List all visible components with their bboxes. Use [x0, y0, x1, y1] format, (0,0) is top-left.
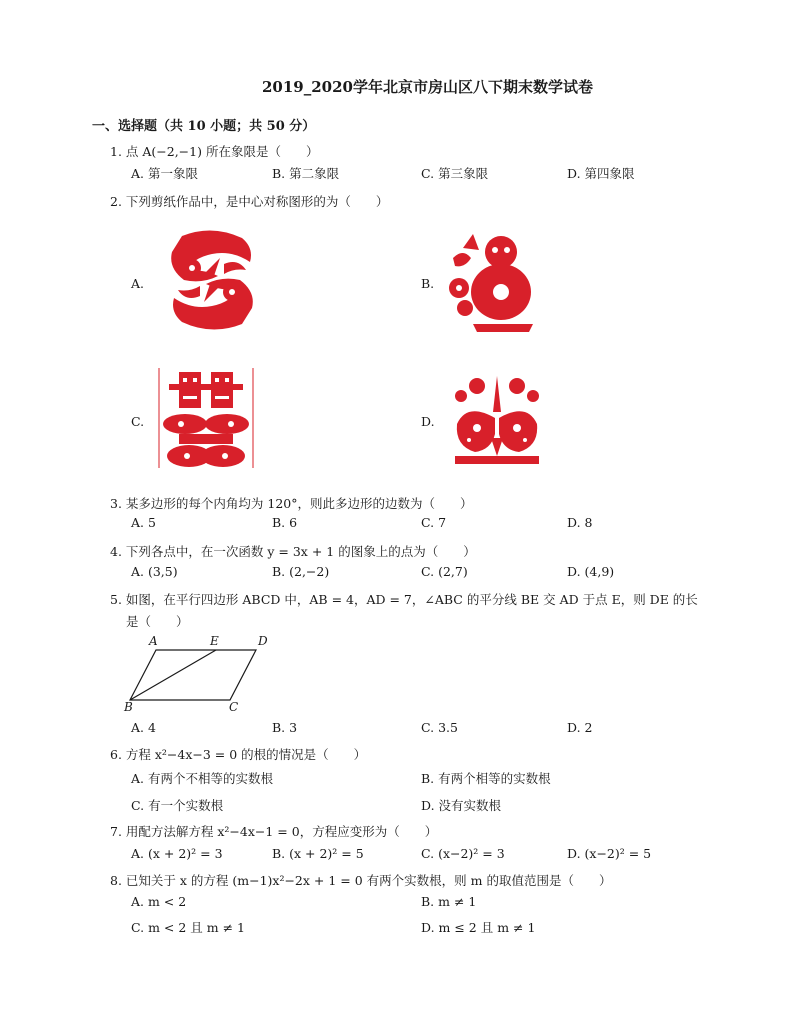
q5-option-d[interactable]: D. 2	[567, 720, 593, 735]
section-heading: 一、选择题（共 10 小题；共 50 分）	[92, 119, 316, 134]
q7-option-c[interactable]: C. (x−2)² = 3	[421, 846, 505, 861]
q1-option-b[interactable]: B. 第二象限	[272, 166, 340, 181]
q5-option-c[interactable]: C. 3.5	[421, 720, 458, 735]
q2-option-c-label[interactable]: C.	[131, 414, 145, 429]
q6-option-c[interactable]: C. 有一个实数根	[131, 798, 224, 813]
q2-option-b-label[interactable]: B.	[421, 276, 435, 291]
figure-label-c: C	[229, 700, 239, 714]
question-3: 3. 某多边形的每个内角均为 120°，则此多边形的边数为（ ）	[110, 496, 473, 511]
q3-option-b[interactable]: B. 6	[272, 515, 298, 530]
q2-option-d-label[interactable]: D.	[421, 414, 435, 429]
question-4: 4. 下列各点中，在一次函数 y = 3x + 1 的图象上的点为（ ）	[110, 544, 476, 559]
figure-label-d: D	[258, 634, 268, 648]
q8-option-b[interactable]: B. m ≠ 1	[421, 894, 477, 909]
question-5: 5. 如图，在平行四边形 ABCD 中，AB = 4，AD = 7，∠ABC 的平分线 BE 交 AD 于点 E，则 DE 的长	[110, 592, 698, 607]
q4-option-b[interactable]: B. (2,−2)	[272, 564, 330, 579]
question-6: 6. 方程 x²−4x−3 = 0 的根的情况是（ ）	[110, 747, 367, 762]
paper-cut-monkey-image	[443, 228, 543, 332]
question-1: 1. 点 A(−2,−1) 所在象限是（ ）	[110, 144, 319, 159]
figure-label-a: A	[149, 634, 158, 648]
question-8: 8. 已知关于 x 的方程 (m−1)x²−2x + 1 = 0 有两个实数根，则 m 的取值范围是（ ）	[110, 873, 612, 888]
q8-option-d[interactable]: D. m ≤ 2 且 m ≠ 1	[421, 920, 536, 935]
paper-cut-squirrels-image	[447, 372, 547, 468]
q2-option-a-label[interactable]: A.	[131, 276, 145, 291]
q6-option-a[interactable]: A. 有两个不相等的实数根	[131, 771, 273, 786]
q8-option-a[interactable]: A. m < 2	[131, 894, 187, 909]
q7-option-a[interactable]: A. (x + 2)² = 3	[131, 846, 223, 861]
q3-option-a[interactable]: A. 5	[131, 515, 156, 530]
q5-option-b[interactable]: B. 3	[272, 720, 298, 735]
parallelogram-figure	[120, 634, 280, 716]
q1-option-c[interactable]: C. 第三象限	[421, 166, 489, 181]
question-5-continued: 是（ ）	[126, 614, 189, 629]
q8-option-c[interactable]: C. m < 2 且 m ≠ 1	[131, 920, 245, 935]
q5-option-a[interactable]: A. 4	[131, 720, 156, 735]
q6-option-b[interactable]: B. 有两个相等的实数根	[421, 771, 551, 786]
question-7: 7. 用配方法解方程 x²−4x−1 = 0，方程应变形为（ ）	[110, 824, 438, 839]
q3-option-c[interactable]: C. 7	[421, 515, 447, 530]
figure-label-b: B	[124, 700, 133, 714]
question-2: 2. 下列剪纸作品中，是中心对称图形的为（ ）	[110, 194, 389, 209]
q4-option-c[interactable]: C. (2,7)	[421, 564, 468, 579]
paper-cut-double-happiness-image	[157, 368, 255, 468]
q4-option-d[interactable]: D. (4,9)	[567, 564, 615, 579]
page-title: 2019_2020学年北京市房山区八下期末数学试卷	[262, 78, 593, 96]
q1-option-d[interactable]: D. 第四象限	[567, 166, 635, 181]
q6-option-d[interactable]: D. 没有实数根	[421, 798, 502, 813]
paper-cut-phoenix-image	[162, 228, 262, 332]
q1-option-a[interactable]: A. 第一象限	[131, 166, 198, 181]
figure-label-e: E	[210, 634, 219, 648]
q4-option-a[interactable]: A. (3,5)	[131, 564, 178, 579]
q7-option-b[interactable]: B. (x + 2)² = 5	[272, 846, 364, 861]
q3-option-d[interactable]: D. 8	[567, 515, 593, 530]
q7-option-d[interactable]: D. (x−2)² = 5	[567, 846, 652, 861]
